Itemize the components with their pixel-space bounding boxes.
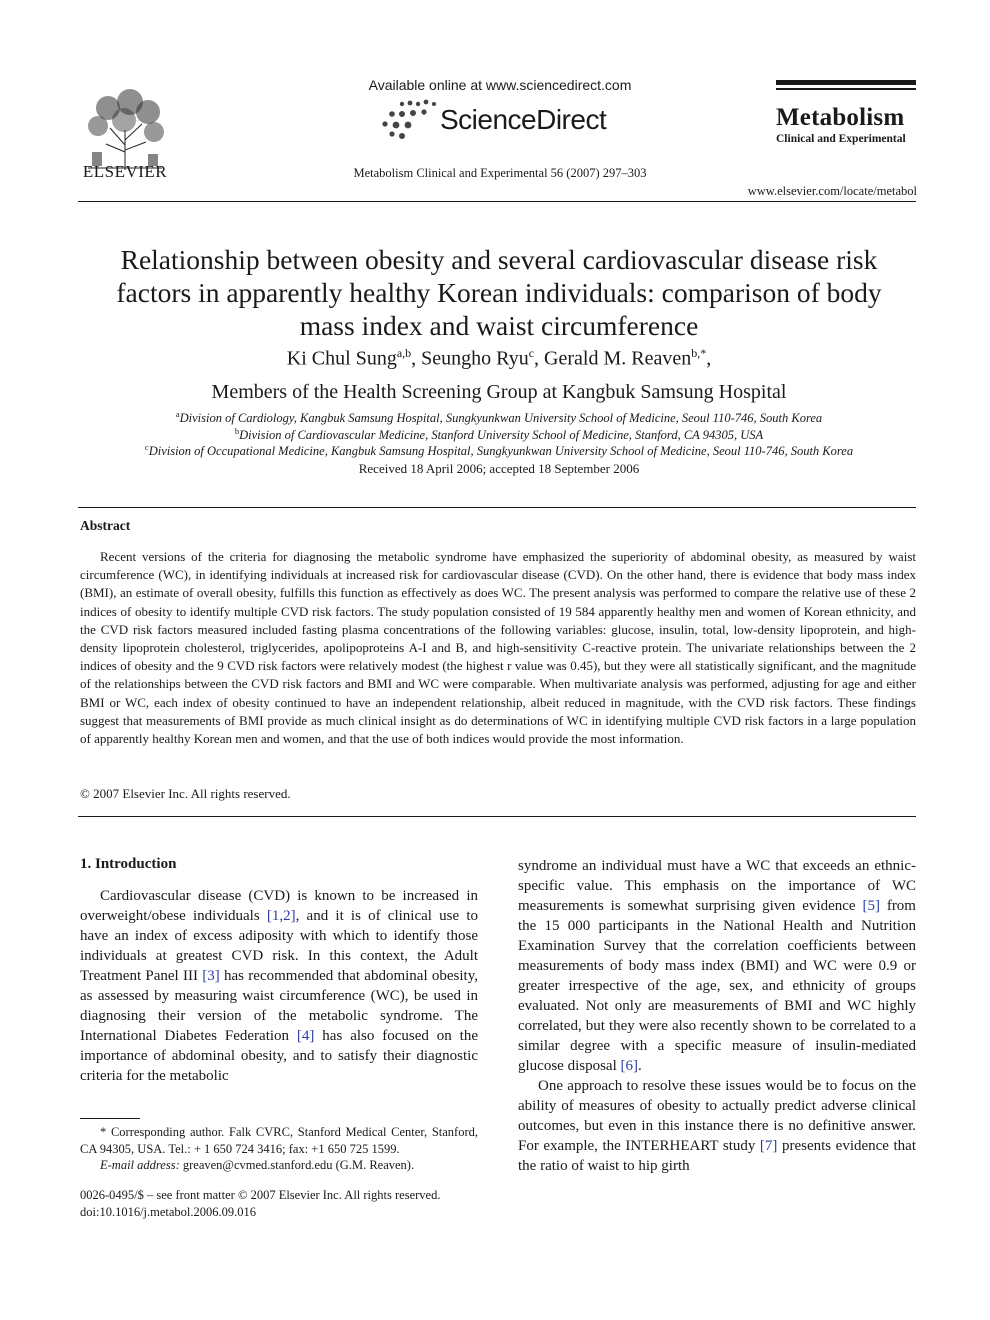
citation-link[interactable]: [7]: [759, 1138, 778, 1154]
author-name: Ki Chul Sung: [286, 347, 397, 370]
header-divider: [78, 201, 916, 202]
corresponding-author-note: * Corresponding author. Falk CVRC, Stanford Medical Center, Stanford, CA 94305, USA. Tel.: + 1 650 724 3416; fax: +1 650 725 1599.: [80, 1125, 478, 1156]
author-name: Seungho Ryu: [421, 347, 529, 370]
author-separator: ,: [706, 347, 712, 370]
citation-link[interactable]: [3]: [202, 968, 220, 984]
affiliation-text: Division of Occupational Medicine, Kangbuk Samsung Hospital, Sungkyunkwan University School of Medicine, Seoul 110-746, South Korea: [148, 444, 854, 459]
paragraph-text: presents evidence that the ratio of waist to hip girth: [518, 1138, 916, 1174]
abstract-top-rule: [78, 507, 916, 508]
journal-url[interactable]: www.elsevier.com/locate/metabol: [747, 184, 917, 198]
affiliation-marker: a: [175, 409, 180, 419]
publisher-name: ELSEVIER: [82, 162, 168, 181]
citation-link[interactable]: [4]: [296, 1028, 315, 1044]
paragraph-text: Cardiovascular disease (CVD) is known to be increased in overweight/obese individuals: [80, 888, 478, 924]
article-title: Relationship between obesity and several cardiovascular disease risk factors in apparently healthy Korean individuals: comparison of body mass index and waist circumference: [116, 244, 882, 341]
author-separator: ,: [411, 347, 422, 370]
citation-link[interactable]: [5]: [862, 898, 880, 914]
affiliation-text: Division of Cardiovascular Medicine, Stanford University School of Medicine, Stanford, CA 94305, USA: [239, 428, 764, 443]
journal-reference: Metabolism Clinical and Experimental 56 (2007) 297–303: [353, 166, 647, 180]
affiliation-a: [90, 409, 908, 426]
paragraph-text: has also focused on the importance of abdominal obesity, and to satisfy their diagnostic criteria for the metabolic: [80, 1028, 478, 1084]
doi-line[interactable]: doi:10.1016/j.metabol.2006.09.016: [80, 1205, 257, 1219]
paragraph-text: .: [638, 1058, 642, 1074]
intro-paragraph-right-1: [518, 856, 916, 1076]
citation-link[interactable]: [1,2]: [266, 908, 296, 924]
issn-doi: [80, 1187, 440, 1221]
available-online[interactable]: Available online at www.sciencedirect.com: [368, 77, 632, 93]
email-label: E-mail address:: [100, 1158, 180, 1172]
journal-subtitle: Clinical and Experimental: [776, 133, 906, 145]
citation-link[interactable]: [6]: [620, 1058, 638, 1074]
intro-paragraph-left: [80, 886, 478, 1086]
paragraph-text: from the 15 000 participants in the National Health and Nutrition Examination Survey that the correlation coefficients between measurements of body mass index (BMI) and WC were 0.9 or greater irrespective of the age, sex, and ethnicity of groups evaluated. Not only are measurements of BMI and WC highly correlated, but they were also recently shown to be correlated to a similar degree with a specific measure of insulin-mediated glucose disposal: [518, 898, 916, 1074]
issn-line: 0026-0495/$ – see front matter © 2007 Elsevier Inc. All rights reserved.: [80, 1188, 441, 1202]
journal-name: Metabolism: [776, 104, 905, 131]
footnote-rule: [80, 1118, 140, 1119]
affiliation-b: [90, 426, 908, 443]
section-heading-introduction: 1. Introduction: [80, 856, 177, 872]
sciencedirect-wordmark: ScienceDirect: [440, 104, 607, 135]
abstract-copyright: © 2007 Elsevier Inc. All rights reserved.: [80, 786, 291, 801]
author-separator: ,: [534, 347, 545, 370]
author-affiliation-marker: b,*: [691, 346, 707, 360]
email-value[interactable]: greaven@cvmed.stanford.edu (G.M. Reaven).: [179, 1158, 415, 1172]
abstract-body: Recent versions of the criteria for diagnosing the metabolic syndrome have emphasized the superiority of abdominal obesity, as measured by waist circumference (WC), in identifying individuals at increased risk for cardiovascular disease (CVD). On the other hand, there is evidence that body mass index (BMI), an estimate of overall obesity, fulfills this function as effectively as does WC. The present analysis was performed to compare the relative use of these 2 indices of obesity to identify multiple CVD risk factors. The study population consisted of 19 584 apparently healthy men and women of Korean ethnicity, and the CVD risk factors measured included fasting plasma concentrations of the following variables: glucose, insulin, total, low-density lipoprotein, and high-density lipoprotein cholesterol, triglycerides, apolipoproteins A-I and B, and high-sensitivity C-reactive protein. The univariate relationships between the 2 indices of obesity and the 9 CVD risk factors were relatively modest (the highest r value was 0.45), but they were all statistically significant, and the magnitude of the relationships between the CVD risk factors and BMI and WC were comparable. When multivariate analysis was performed, adjusting for age and either BMI or WC, each index of obesity continued to have an independent relationship, albeit reduced in magnitude, with the CVD risk factors. These findings suggest that measurements of BMI provide as much clinical insight as do determinations of WC in identifying multiple CVD risk factors in a large population of apparently healthy Korean men and women, and that the use of both indices would provide the most information.: [80, 549, 916, 747]
author-name: Gerald M. Reaven: [544, 347, 692, 370]
intro-paragraph-right-2: [518, 1076, 916, 1176]
abstract-bottom-rule: [78, 816, 916, 817]
paragraph-text: , and it is of clinical use to have an index of excess adiposity with which to identify those individuals at greatest CVD risk. In this context, the Adult Treatment Panel III: [80, 908, 478, 984]
paragraph-text: syndrome an individual must have a WC that exceeds an ethnic-specific value. This emphasis on the importance of WC measurements is somewhat surprising given evidence: [518, 858, 916, 914]
journal-rule-thin: [776, 88, 916, 90]
affiliation-c: [90, 442, 908, 459]
affiliation-marker: c: [144, 442, 149, 452]
sciencedirect-dots-logo: [380, 98, 440, 142]
received-dates: Received 18 April 2006; accepted 18 September 2006: [358, 461, 640, 476]
author-list: [90, 346, 908, 371]
paragraph-text: has recommended that abdominal obesity, as assessed by measuring waist circumference (WC), be used in diagnosing their version of the metabolic syndrome. The International Diabetes Federation: [80, 968, 478, 1044]
journal-rule-thick: [776, 80, 916, 85]
affiliation-text: Division of Cardiology, Kangbuk Samsung Hospital, Sungkyunkwan University School of Medicine, Seoul 110-746, South Korea: [179, 411, 823, 426]
author-email: [100, 1158, 414, 1173]
paragraph-text: One approach to resolve these issues would be to focus on the ability of measures of obesity to actually predict adverse clinical outcomes, but even in this instance there is no definitive answer. For example, the INTERHEART study: [518, 1078, 916, 1154]
author-group: Members of the Health Screening Group at Kangbuk Samsung Hospital: [211, 381, 787, 403]
abstract-heading: Abstract: [80, 518, 131, 533]
author-affiliation-marker: c: [528, 346, 535, 360]
author-affiliation-marker: a,b: [396, 346, 412, 360]
affiliation-marker: b: [234, 426, 240, 436]
